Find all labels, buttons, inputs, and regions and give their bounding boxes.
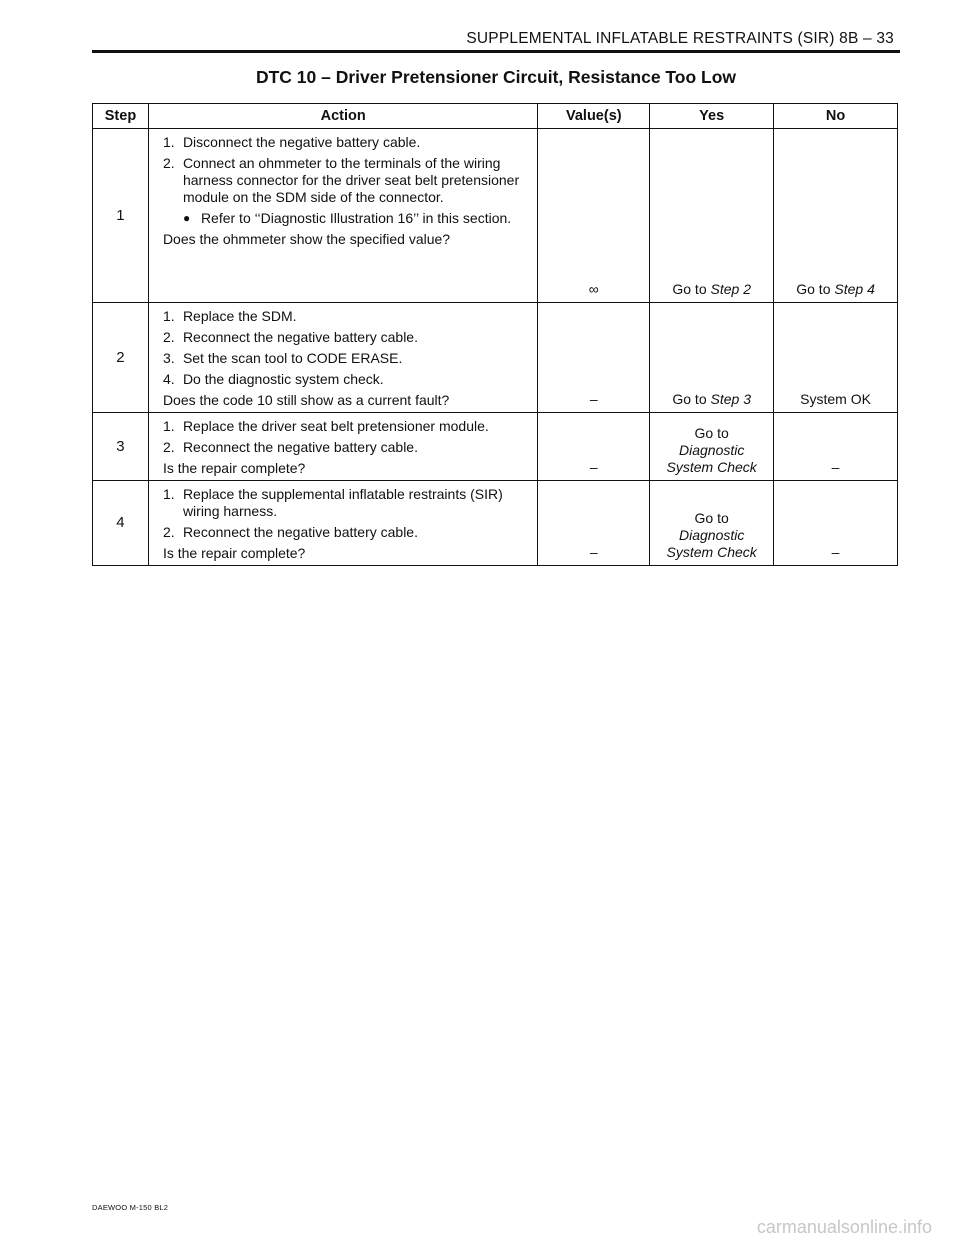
page-title: DTC 10 – Driver Pretensioner Circuit, Resistance Too Low — [255, 67, 737, 87]
action-question: Is the repair complete? — [162, 545, 306, 561]
column-header-values: Value(s) — [538, 104, 650, 129]
yes-prefix: Go to — [672, 281, 707, 297]
action-cell — [148, 303, 537, 413]
table-row — [93, 129, 898, 303]
item-number: 1. — [162, 134, 175, 150]
action-question: Is the repair complete? — [162, 460, 306, 476]
action-item — [163, 371, 527, 388]
action-item — [163, 308, 527, 325]
column-header-step: Step — [93, 104, 149, 129]
value-cell: – — [538, 413, 650, 481]
running-header: SUPPLEMENTAL INFLATABLE RESTRAINTS (SIR) 8B – 33 — [466, 30, 894, 47]
item-text: Reconnect the negative battery cable. — [182, 329, 418, 345]
item-number: 2. — [162, 155, 175, 171]
no-cell — [774, 129, 898, 303]
column-header-action: Action — [148, 104, 537, 129]
step-number: 1 — [93, 129, 149, 303]
item-text: Reconnect the negative battery cable. — [182, 524, 418, 540]
no-cell: – — [774, 413, 898, 481]
diagnostic-table — [92, 103, 898, 566]
item-text: Replace the supplemental inflatable restraints (SIR) wiring harness. — [182, 486, 503, 519]
step-number: 2 — [93, 303, 149, 413]
action-item — [163, 486, 527, 520]
action-item — [163, 155, 527, 206]
item-text: Set the scan tool to CODE ERASE. — [182, 350, 403, 366]
diagnostic-link[interactable]: Diagnostic — [678, 527, 745, 543]
value-cell: – — [538, 303, 650, 413]
item-number: 1. — [162, 308, 175, 324]
table-row — [93, 481, 898, 566]
item-text: Connect an ohmmeter to the terminals of the wiring harness connector for the driver seat belt pretensioner module on the SDM side of the connector. — [182, 155, 520, 205]
table-row — [93, 413, 898, 481]
item-number: 2. — [162, 329, 175, 345]
yes-cell — [650, 413, 774, 481]
bullet-icon: ● — [182, 211, 191, 225]
diagnostic-link[interactable]: Diagnostic — [678, 442, 745, 458]
action-item — [163, 418, 527, 435]
no-cell: – — [774, 481, 898, 566]
action-question: Does the code 10 still show as a current fault? — [162, 392, 450, 408]
footer-model: DAEWOO M-150 BL2 — [92, 1203, 169, 1212]
item-number: 3. — [162, 350, 175, 366]
item-number: 2. — [162, 524, 175, 540]
item-text: Replace the driver seat belt pretensioner module. — [182, 418, 489, 434]
action-item — [163, 524, 527, 541]
action-item — [163, 439, 527, 456]
item-number: 1. — [162, 486, 175, 502]
yes-cell — [650, 303, 774, 413]
action-cell — [148, 413, 537, 481]
no-step-link[interactable]: Step 4 — [834, 281, 875, 297]
yes-cell — [650, 481, 774, 566]
action-question: Does the ohmmeter show the specified value? — [162, 231, 451, 247]
value-cell: ∞ — [538, 129, 650, 303]
item-number: 2. — [162, 439, 175, 455]
bullet-text: Refer to ‘‘Diagnostic Illustration 16’’ in this section. — [200, 210, 512, 226]
table-header-row — [93, 104, 898, 129]
yes-prefix: Go to — [694, 510, 729, 526]
item-text: Do the diagnostic system check. — [182, 371, 384, 387]
yes-cell — [650, 129, 774, 303]
system-check-link[interactable]: System Check — [666, 544, 757, 560]
item-number: 1. — [162, 418, 175, 434]
column-header-yes: Yes — [650, 104, 774, 129]
action-cell — [148, 481, 537, 566]
action-item — [163, 134, 527, 151]
no-prefix: Go to — [796, 281, 831, 297]
item-text: Replace the SDM. — [182, 308, 297, 324]
table-row — [93, 303, 898, 413]
header-rule — [92, 50, 900, 53]
yes-step-link[interactable]: Step 2 — [710, 281, 751, 297]
value-cell: – — [538, 481, 650, 566]
system-check-link[interactable]: System Check — [666, 459, 757, 475]
item-number: 4. — [162, 371, 175, 387]
action-bullet — [183, 210, 527, 227]
step-number: 3 — [93, 413, 149, 481]
action-cell — [148, 129, 537, 303]
yes-step-link[interactable]: Step 3 — [710, 391, 751, 407]
watermark: carmanualsonline.info — [756, 1217, 932, 1237]
action-item — [163, 350, 527, 367]
yes-prefix: Go to — [694, 425, 729, 441]
step-number: 4 — [93, 481, 149, 566]
yes-prefix: Go to — [672, 391, 707, 407]
column-header-no: No — [774, 104, 898, 129]
item-text: Disconnect the negative battery cable. — [182, 134, 421, 150]
action-item — [163, 329, 527, 346]
no-cell: System OK — [774, 303, 898, 413]
item-text: Reconnect the negative battery cable. — [182, 439, 418, 455]
